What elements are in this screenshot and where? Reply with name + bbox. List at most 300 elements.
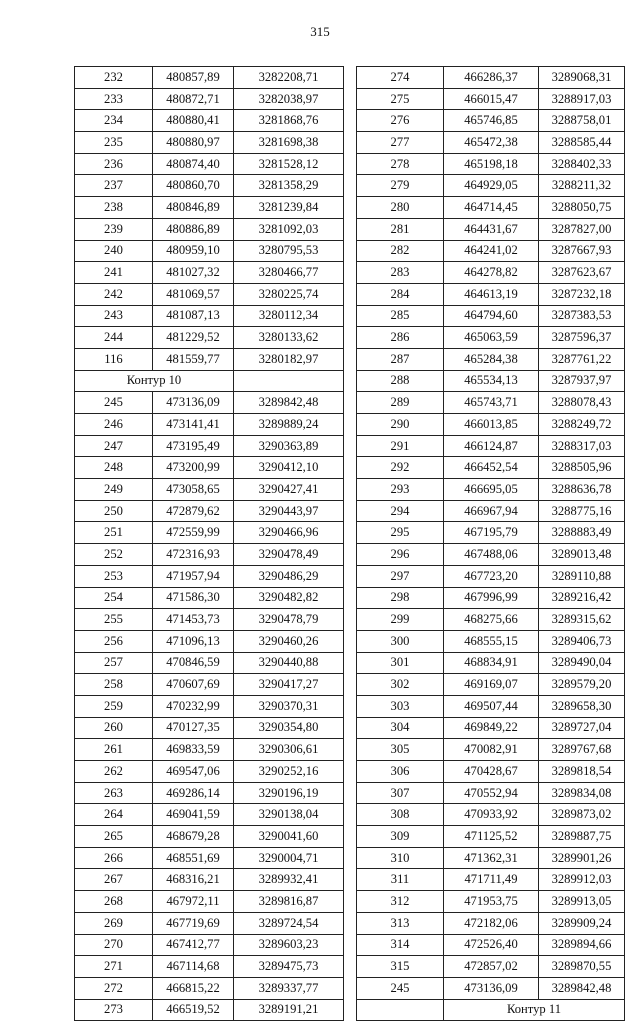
table-row <box>75 110 344 132</box>
x-coordinate-cell: 464278,82 <box>444 262 539 284</box>
y-coordinate-cell: 3280112,34 <box>234 305 344 327</box>
x-coordinate-cell: 469507,44 <box>444 695 539 717</box>
point-number-cell: 258 <box>75 674 153 696</box>
point-number-cell: 245 <box>357 977 444 999</box>
x-coordinate-cell: 465534,13 <box>444 370 539 392</box>
x-coordinate-cell: 473136,09 <box>444 977 539 999</box>
point-number-cell: 266 <box>75 847 153 869</box>
x-coordinate-cell: 465063,59 <box>444 327 539 349</box>
point-number-cell: 276 <box>357 110 444 132</box>
table-row <box>357 630 625 652</box>
y-coordinate-cell: 3288585,44 <box>539 132 625 154</box>
x-coordinate-cell: 472316,93 <box>153 544 234 566</box>
point-number-cell: 243 <box>75 305 153 327</box>
point-number-cell: 298 <box>357 587 444 609</box>
y-coordinate-cell: 3289913,05 <box>539 891 625 913</box>
point-number-cell: 253 <box>75 565 153 587</box>
y-coordinate-cell: 3289912,03 <box>539 869 625 891</box>
x-coordinate-cell: 467719,69 <box>153 912 234 934</box>
y-coordinate-cell: 3289216,42 <box>539 587 625 609</box>
point-number-cell: 293 <box>357 479 444 501</box>
y-coordinate-cell: 3290482,82 <box>234 587 344 609</box>
point-number-cell: 309 <box>357 826 444 848</box>
coordinates-table-right <box>356 66 625 1021</box>
table-row <box>75 761 344 783</box>
x-coordinate-cell: 465198,18 <box>444 153 539 175</box>
table-row <box>357 132 625 154</box>
point-number-cell: 311 <box>357 869 444 891</box>
x-coordinate-cell: 466015,47 <box>444 88 539 110</box>
point-number-cell: 303 <box>357 695 444 717</box>
x-coordinate-cell: 470933,92 <box>444 804 539 826</box>
y-coordinate-cell: 3287232,18 <box>539 283 625 305</box>
x-coordinate-cell: 472182,06 <box>444 912 539 934</box>
y-coordinate-cell: 3289658,30 <box>539 695 625 717</box>
point-number-cell: 294 <box>357 500 444 522</box>
table-row <box>357 695 625 717</box>
table-row <box>357 240 625 262</box>
y-coordinate-cell: 3289337,77 <box>234 977 344 999</box>
point-number-cell: 269 <box>75 912 153 934</box>
table-row <box>357 500 625 522</box>
table-row <box>75 435 344 457</box>
x-coordinate-cell: 466013,85 <box>444 414 539 436</box>
point-number-cell: 264 <box>75 804 153 826</box>
point-number-cell: 251 <box>75 522 153 544</box>
y-coordinate-cell: 3281698,38 <box>234 132 344 154</box>
x-coordinate-cell: 470607,69 <box>153 674 234 696</box>
table-row <box>357 370 625 392</box>
table-row <box>75 348 344 370</box>
table-row <box>357 912 625 934</box>
table-row <box>75 587 344 609</box>
table-row <box>357 609 625 631</box>
table-row <box>357 565 625 587</box>
y-coordinate-cell: 3287596,37 <box>539 327 625 349</box>
y-coordinate-cell: 3287667,93 <box>539 240 625 262</box>
y-coordinate-cell: 3290041,60 <box>234 826 344 848</box>
point-number-cell: 240 <box>75 240 153 262</box>
table-row <box>357 153 625 175</box>
x-coordinate-cell: 480874,40 <box>153 153 234 175</box>
y-coordinate-cell: 3289842,48 <box>539 977 625 999</box>
x-coordinate-cell: 471362,31 <box>444 847 539 869</box>
point-number-cell: 239 <box>75 218 153 240</box>
x-coordinate-cell: 468555,15 <box>444 630 539 652</box>
x-coordinate-cell: 473136,09 <box>153 392 234 414</box>
point-number-cell: 300 <box>357 630 444 652</box>
point-number-cell: 281 <box>357 218 444 240</box>
x-coordinate-cell: 464794,60 <box>444 305 539 327</box>
table-row <box>357 88 625 110</box>
y-coordinate-cell: 3287761,22 <box>539 348 625 370</box>
x-coordinate-cell: 472879,62 <box>153 500 234 522</box>
y-coordinate-cell: 3288505,96 <box>539 457 625 479</box>
table-row <box>357 977 625 999</box>
x-coordinate-cell: 466695,05 <box>444 479 539 501</box>
table-row <box>357 67 625 89</box>
table-row <box>75 891 344 913</box>
point-number-cell: 286 <box>357 327 444 349</box>
point-number-cell: 252 <box>75 544 153 566</box>
point-number-cell: 304 <box>357 717 444 739</box>
table-row <box>75 717 344 739</box>
x-coordinate-cell: 465743,71 <box>444 392 539 414</box>
table-row <box>75 565 344 587</box>
table-row <box>75 479 344 501</box>
table-row <box>357 544 625 566</box>
x-coordinate-cell: 480959,10 <box>153 240 234 262</box>
table-row <box>357 262 625 284</box>
y-coordinate-cell: 3289767,68 <box>539 739 625 761</box>
y-coordinate-cell: 3289873,02 <box>539 804 625 826</box>
y-coordinate-cell: 3281528,12 <box>234 153 344 175</box>
table-row <box>75 392 344 414</box>
point-number-cell: 278 <box>357 153 444 175</box>
x-coordinate-cell: 481027,32 <box>153 262 234 284</box>
y-coordinate-cell: 3288758,01 <box>539 110 625 132</box>
table-row <box>357 110 625 132</box>
table-row <box>75 218 344 240</box>
y-coordinate-cell: 3281239,84 <box>234 197 344 219</box>
y-coordinate-cell: 3289068,31 <box>539 67 625 89</box>
point-number-cell: 248 <box>75 457 153 479</box>
x-coordinate-cell: 464714,45 <box>444 197 539 219</box>
x-coordinate-cell: 467996,99 <box>444 587 539 609</box>
table-row <box>357 218 625 240</box>
point-number-cell: 287 <box>357 348 444 370</box>
point-number-cell: 254 <box>75 587 153 609</box>
table-row <box>75 804 344 826</box>
x-coordinate-cell: 473195,49 <box>153 435 234 457</box>
y-coordinate-cell: 3290196,19 <box>234 782 344 804</box>
y-coordinate-cell: 3290466,96 <box>234 522 344 544</box>
x-coordinate-cell: 470127,35 <box>153 717 234 739</box>
point-number-cell: 312 <box>357 891 444 913</box>
point-number-cell: 259 <box>75 695 153 717</box>
point-number-cell: 260 <box>75 717 153 739</box>
table-row <box>357 175 625 197</box>
point-number-cell: 282 <box>357 240 444 262</box>
table-row <box>75 132 344 154</box>
y-coordinate-cell: 3290486,29 <box>234 565 344 587</box>
table-row <box>75 88 344 110</box>
y-coordinate-cell: 3287383,53 <box>539 305 625 327</box>
point-number-cell: 275 <box>357 88 444 110</box>
point-number-cell: 233 <box>75 88 153 110</box>
y-coordinate-cell: 3290354,80 <box>234 717 344 739</box>
y-coordinate-cell: 3288078,43 <box>539 392 625 414</box>
table-row <box>75 544 344 566</box>
table-row <box>357 761 625 783</box>
table-row <box>357 782 625 804</box>
point-number-cell: 291 <box>357 435 444 457</box>
table-row <box>75 67 344 89</box>
x-coordinate-cell: 466286,37 <box>444 67 539 89</box>
y-coordinate-cell: 3288883,49 <box>539 522 625 544</box>
y-coordinate-cell: 3281868,76 <box>234 110 344 132</box>
x-coordinate-cell: 469286,14 <box>153 782 234 804</box>
x-coordinate-cell: 471096,13 <box>153 630 234 652</box>
table-row <box>75 175 344 197</box>
point-number-cell: 314 <box>357 934 444 956</box>
x-coordinate-cell: 470232,99 <box>153 695 234 717</box>
y-coordinate-cell: 3290363,89 <box>234 435 344 457</box>
x-coordinate-cell: 470428,67 <box>444 761 539 783</box>
x-coordinate-cell: 467114,68 <box>153 956 234 978</box>
y-coordinate-cell: 3290412,10 <box>234 457 344 479</box>
point-number-cell: 272 <box>75 977 153 999</box>
x-coordinate-cell: 480880,97 <box>153 132 234 154</box>
table-row <box>75 782 344 804</box>
y-coordinate-cell: 3289110,88 <box>539 565 625 587</box>
x-coordinate-cell: 481087,13 <box>153 305 234 327</box>
x-coordinate-cell: 473141,41 <box>153 414 234 436</box>
point-number-cell: 283 <box>357 262 444 284</box>
x-coordinate-cell: 470846,59 <box>153 652 234 674</box>
x-coordinate-cell: 470082,91 <box>444 739 539 761</box>
point-number-cell: 234 <box>75 110 153 132</box>
point-number-cell: 315 <box>357 956 444 978</box>
y-coordinate-cell: 3287937,97 <box>539 370 625 392</box>
x-coordinate-cell: 481559,77 <box>153 348 234 370</box>
point-number-cell: 244 <box>75 327 153 349</box>
table-row <box>75 609 344 631</box>
x-coordinate-cell: 472526,40 <box>444 934 539 956</box>
y-coordinate-cell: 3288211,32 <box>539 175 625 197</box>
point-number-cell: 242 <box>75 283 153 305</box>
table-row <box>357 522 625 544</box>
table-row <box>75 739 344 761</box>
table-row <box>75 240 344 262</box>
point-number-cell: 270 <box>75 934 153 956</box>
point-number-cell: 263 <box>75 782 153 804</box>
point-number-cell: 271 <box>75 956 153 978</box>
x-coordinate-cell: 471586,30 <box>153 587 234 609</box>
point-number-cell: 246 <box>75 414 153 436</box>
x-coordinate-cell: 481229,52 <box>153 327 234 349</box>
y-coordinate-cell: 3288402,33 <box>539 153 625 175</box>
table-row <box>357 826 625 848</box>
x-coordinate-cell: 466967,94 <box>444 500 539 522</box>
point-number-cell: 247 <box>75 435 153 457</box>
y-coordinate-cell: 3280133,62 <box>234 327 344 349</box>
y-coordinate-cell: 3288775,16 <box>539 500 625 522</box>
x-coordinate-cell: 472559,99 <box>153 522 234 544</box>
table-row <box>357 652 625 674</box>
y-coordinate-cell: 3282038,97 <box>234 88 344 110</box>
point-number-cell: 249 <box>75 479 153 501</box>
table-row <box>75 826 344 848</box>
y-coordinate-cell: 3287623,67 <box>539 262 625 284</box>
x-coordinate-cell: 466815,22 <box>153 977 234 999</box>
y-coordinate-cell: 3282208,71 <box>234 67 344 89</box>
x-coordinate-cell: 480880,41 <box>153 110 234 132</box>
point-number-cell: 295 <box>357 522 444 544</box>
x-coordinate-cell: 469041,59 <box>153 804 234 826</box>
point-number-cell: 299 <box>357 609 444 631</box>
table-row <box>357 283 625 305</box>
table-row <box>357 934 625 956</box>
x-coordinate-cell: 465472,38 <box>444 132 539 154</box>
point-number-cell: 268 <box>75 891 153 913</box>
y-coordinate-cell: 3289579,20 <box>539 674 625 696</box>
point-number-cell: 307 <box>357 782 444 804</box>
y-coordinate-cell: 3289909,24 <box>539 912 625 934</box>
table-row <box>75 652 344 674</box>
x-coordinate-cell: 464613,19 <box>444 283 539 305</box>
point-number-cell: 232 <box>75 67 153 89</box>
y-coordinate-cell: 3288050,75 <box>539 197 625 219</box>
y-coordinate-cell: 3280466,77 <box>234 262 344 284</box>
y-coordinate-cell: 3290370,31 <box>234 695 344 717</box>
point-number-cell: 250 <box>75 500 153 522</box>
x-coordinate-cell: 466519,52 <box>153 999 234 1021</box>
point-number-cell: 302 <box>357 674 444 696</box>
y-coordinate-cell: 3289818,54 <box>539 761 625 783</box>
x-coordinate-cell: 473200,99 <box>153 457 234 479</box>
x-coordinate-cell: 480886,89 <box>153 218 234 240</box>
table-row <box>357 479 625 501</box>
table-row <box>75 977 344 999</box>
x-coordinate-cell: 464431,67 <box>444 218 539 240</box>
x-coordinate-cell: 467195,79 <box>444 522 539 544</box>
point-number-cell: 238 <box>75 197 153 219</box>
y-coordinate-cell: 3289932,41 <box>234 869 344 891</box>
y-coordinate-cell: 3290252,16 <box>234 761 344 783</box>
point-number-cell: 265 <box>75 826 153 848</box>
y-coordinate-cell: 3288636,78 <box>539 479 625 501</box>
point-number-cell: 288 <box>357 370 444 392</box>
table-row <box>75 283 344 305</box>
x-coordinate-cell: 471957,94 <box>153 565 234 587</box>
point-number-cell: 310 <box>357 847 444 869</box>
x-coordinate-cell: 466452,54 <box>444 457 539 479</box>
point-number-cell: 296 <box>357 544 444 566</box>
table-row <box>357 457 625 479</box>
x-coordinate-cell: 469169,07 <box>444 674 539 696</box>
point-number-cell: 301 <box>357 652 444 674</box>
point-number-cell: 289 <box>357 392 444 414</box>
y-coordinate-cell: 3287827,00 <box>539 218 625 240</box>
y-coordinate-cell: 3289816,87 <box>234 891 344 913</box>
point-number-cell: 308 <box>357 804 444 826</box>
table-row <box>75 414 344 436</box>
y-coordinate-cell: 3289727,04 <box>539 717 625 739</box>
y-coordinate-cell: 3288249,72 <box>539 414 625 436</box>
point-number-cell: 284 <box>357 283 444 305</box>
x-coordinate-cell: 468834,91 <box>444 652 539 674</box>
table-row <box>75 197 344 219</box>
y-coordinate-cell: 3280795,53 <box>234 240 344 262</box>
table-row <box>75 457 344 479</box>
y-coordinate-cell: 3289603,23 <box>234 934 344 956</box>
x-coordinate-cell: 472857,02 <box>444 956 539 978</box>
contour-label: Контур 10 <box>75 370 234 392</box>
table-row <box>357 327 625 349</box>
y-coordinate-cell: 3281092,03 <box>234 218 344 240</box>
point-number-cell: 255 <box>75 609 153 631</box>
point-number-cell: 256 <box>75 630 153 652</box>
point-number-cell: 290 <box>357 414 444 436</box>
table-row <box>357 674 625 696</box>
x-coordinate-cell: 468679,28 <box>153 826 234 848</box>
table-row <box>357 435 625 457</box>
y-coordinate-cell: 3280225,74 <box>234 283 344 305</box>
table-row <box>75 327 344 349</box>
point-number-cell: 285 <box>357 305 444 327</box>
x-coordinate-cell: 471953,75 <box>444 891 539 913</box>
x-coordinate-cell: 473058,65 <box>153 479 234 501</box>
point-number-cell: 245 <box>75 392 153 414</box>
y-coordinate-cell: 3289724,54 <box>234 912 344 934</box>
y-coordinate-cell: 3290138,04 <box>234 804 344 826</box>
x-coordinate-cell: 480860,70 <box>153 175 234 197</box>
x-coordinate-cell: 468551,69 <box>153 847 234 869</box>
table-row <box>75 153 344 175</box>
table-row <box>75 262 344 284</box>
y-coordinate-cell: 3289315,62 <box>539 609 625 631</box>
y-coordinate-cell: 3288317,03 <box>539 435 625 457</box>
y-coordinate-cell: 3289475,73 <box>234 956 344 978</box>
table-row <box>75 695 344 717</box>
point-number-cell: 292 <box>357 457 444 479</box>
y-coordinate-cell: 3290306,61 <box>234 739 344 761</box>
y-coordinate-cell: 3290417,27 <box>234 674 344 696</box>
x-coordinate-cell: 480846,89 <box>153 197 234 219</box>
table-row <box>75 630 344 652</box>
y-coordinate-cell: 3290440,88 <box>234 652 344 674</box>
point-number-cell: 262 <box>75 761 153 783</box>
point-number-cell: 235 <box>75 132 153 154</box>
point-number-cell: 257 <box>75 652 153 674</box>
point-number-cell: 306 <box>357 761 444 783</box>
table-row <box>357 197 625 219</box>
page-number: 315 <box>310 24 330 39</box>
point-number-cell: 237 <box>75 175 153 197</box>
table-row <box>75 500 344 522</box>
x-coordinate-cell: 464929,05 <box>444 175 539 197</box>
point-number-cell: 274 <box>357 67 444 89</box>
table-row <box>75 847 344 869</box>
coordinates-table-left <box>74 66 344 1021</box>
x-coordinate-cell: 471711,49 <box>444 869 539 891</box>
point-number-cell: 279 <box>357 175 444 197</box>
y-coordinate-cell: 3290427,41 <box>234 479 344 501</box>
point-number-cell: 241 <box>75 262 153 284</box>
point-number-cell: 280 <box>357 197 444 219</box>
y-coordinate-cell: 3289842,48 <box>234 392 344 414</box>
x-coordinate-cell: 469849,22 <box>444 717 539 739</box>
y-coordinate-cell: 3290478,49 <box>234 544 344 566</box>
table-row <box>357 392 625 414</box>
y-coordinate-cell: 3281358,29 <box>234 175 344 197</box>
y-coordinate-cell: 3289490,04 <box>539 652 625 674</box>
table-row <box>75 934 344 956</box>
table-row <box>75 305 344 327</box>
x-coordinate-cell: 481069,57 <box>153 283 234 305</box>
y-coordinate-cell: 3289889,24 <box>234 414 344 436</box>
x-coordinate-cell: 480872,71 <box>153 88 234 110</box>
table-row <box>75 912 344 934</box>
x-coordinate-cell: 480857,89 <box>153 67 234 89</box>
x-coordinate-cell: 469833,59 <box>153 739 234 761</box>
x-coordinate-cell: 470552,94 <box>444 782 539 804</box>
x-coordinate-cell: 467972,11 <box>153 891 234 913</box>
y-coordinate-cell: 3290460,26 <box>234 630 344 652</box>
table-row <box>357 587 625 609</box>
x-coordinate-cell: 468316,21 <box>153 869 234 891</box>
